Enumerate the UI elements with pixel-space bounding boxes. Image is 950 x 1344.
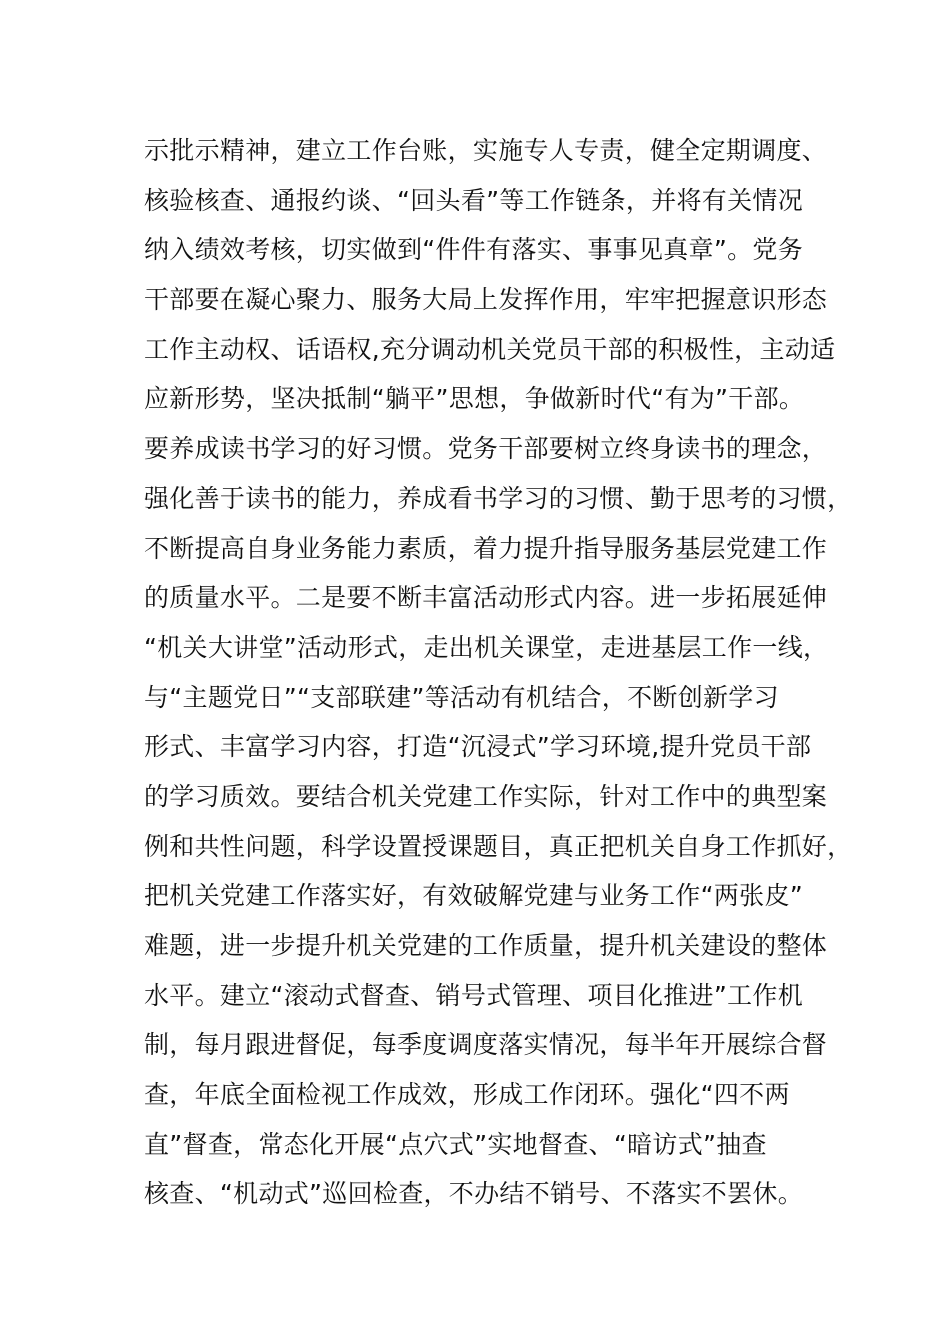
text-line: 难题，进一步提升机关党建的工作质量，提升机关建设的整体 — [144, 931, 828, 960]
text-line: 把机关党建工作落实好，有效破解党建与业务工作“两张皮” — [144, 881, 804, 911]
text-line: 工作主动权、话语权,充分调动机关党员干部的积极性，主动适 — [144, 334, 836, 364]
text-line: 不断提高自身业务能力素质，着力提升指导服务基层党建工作 — [144, 533, 828, 563]
text-line: 示批示精神，建立工作台账，实施专人专责，健全定期调度、 — [144, 136, 828, 165]
text-line: 例和共性问题，科学设置授课题目，真正把机关自身工作抓好， — [144, 831, 853, 861]
text-line: 直”督查，常态化开展“点穴式”实地督查、“暗访式”抽查 — [144, 1129, 767, 1159]
text-line: 纳入绩效考核，切实做到“件件有落实、事事见真章”。党务 — [144, 235, 804, 265]
text-line: 与“主题党日”“支部联建”等活动有机结合，不断创新学习 — [144, 682, 779, 712]
text-line: 形式、丰富学习内容，打造“沉浸式”学习环境,提升党员干部 — [144, 732, 812, 762]
text-line: 强化善于读书的能力，养成看书学习的习惯、勤于思考的习惯， — [144, 483, 853, 513]
body-text — [144, 126, 853, 1219]
text-line: 核验核查、通报约谈、“回头看”等工作链条，并将有关情况 — [144, 185, 804, 215]
text-line: 查，年底全面检视工作成效，形成工作闭环。强化“四不两 — [144, 1080, 790, 1110]
text-line: 干部要在凝心聚力、服务大局上发挥作用，牢牢把握意识形态 — [144, 285, 828, 315]
text-line: 的质量水平。二是要不断丰富活动形式内容。进一步拓展延伸 — [144, 583, 828, 613]
text-line: 的学习质效。要结合机关党建工作实际，针对工作中的典型案 — [144, 781, 828, 811]
text-line: 制，每月跟进督促，每季度调度落实情况，每半年开展综合督 — [144, 1030, 828, 1060]
text-line: 水平。建立“滚动式督查、销号式管理、项目化推进”工作机 — [144, 980, 804, 1010]
text-line: “机关大讲堂”活动形式，走出机关课堂，走进基层工作一线， — [144, 632, 829, 662]
text-line: 应新形势，坚决抵制“躺平”思想，争做新时代“有为”干部。 — [144, 384, 805, 414]
text-line: 要养成读书学习的好习惯。党务干部要树立终身读书的理念， — [144, 434, 828, 464]
text-line: 核查、“机动式”巡回检查，不办结不销号、不落实不罢休。 — [144, 1179, 804, 1209]
